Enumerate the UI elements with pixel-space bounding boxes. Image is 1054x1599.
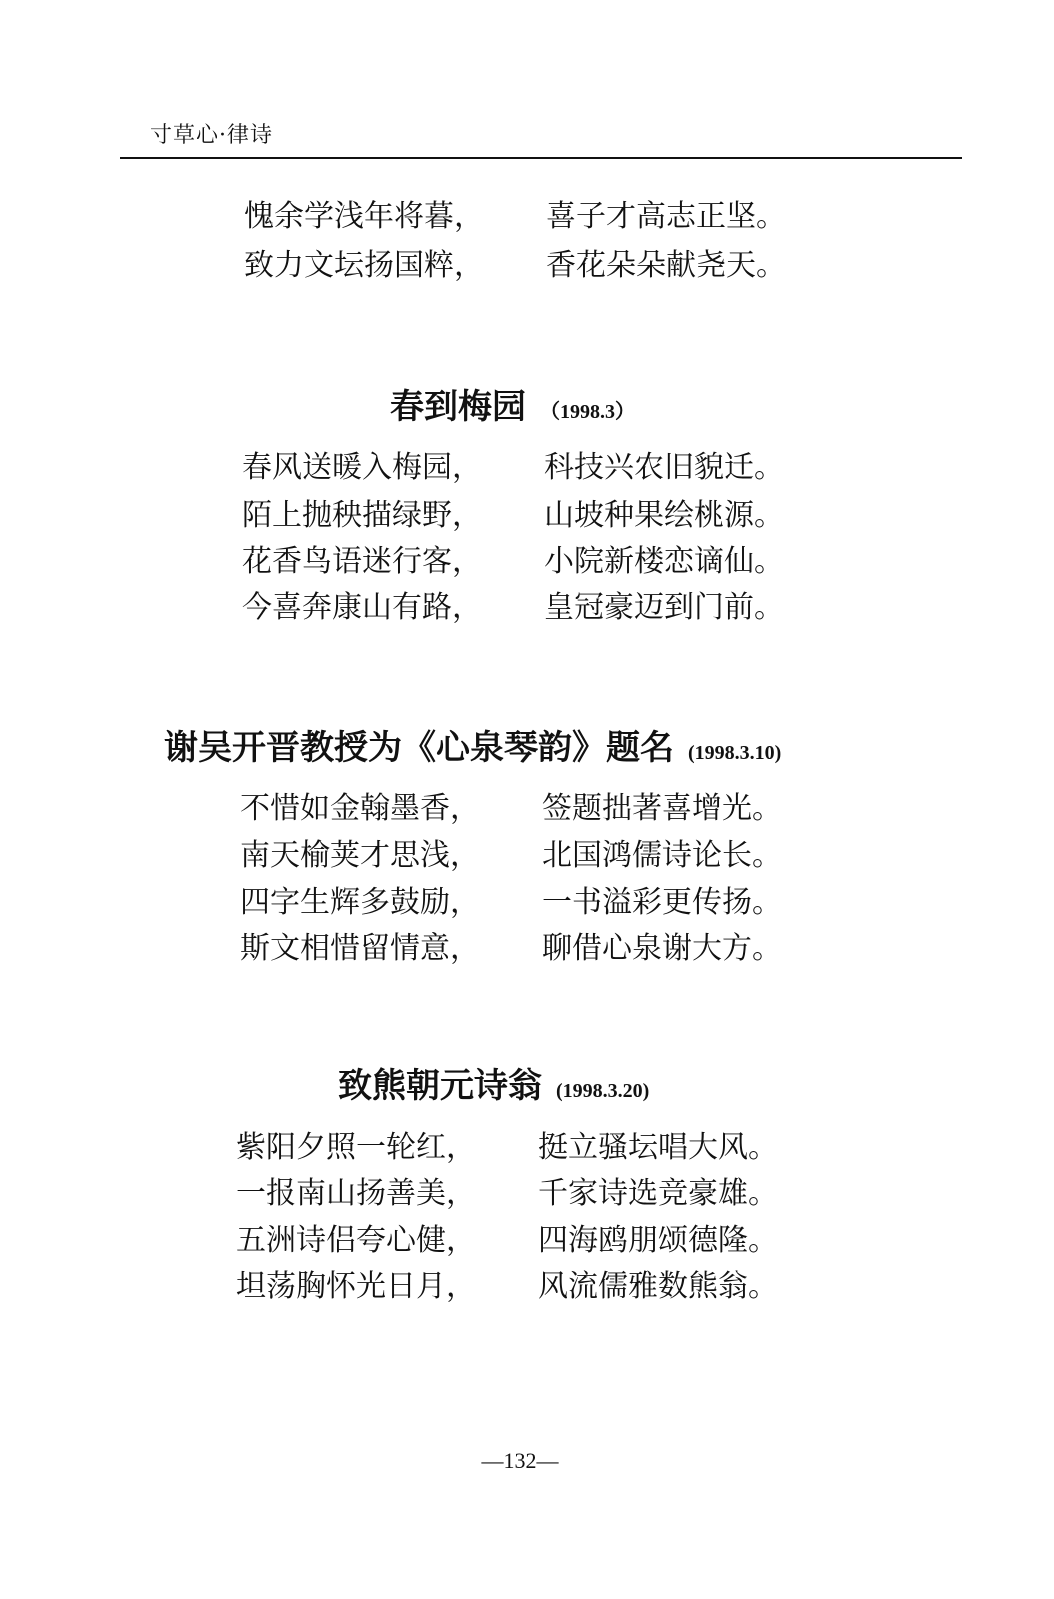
line-second-half: 一书溢彩更传扬。 <box>542 885 782 920</box>
line-second-half: 千家诗选竞豪雄。 <box>538 1176 778 1211</box>
line-second-half: 香花朵朵献尧天。 <box>546 248 786 283</box>
poem-title-text: 春到梅园 <box>390 387 526 427</box>
line-first-half: 陌上抛秧描绿野， <box>242 498 482 533</box>
line-first-half: 愧余学浅年将暮， <box>244 199 484 234</box>
line-second-half: 四海鸥朋颂德隆。 <box>538 1223 778 1258</box>
line-first-half: 紫阳夕照一轮红， <box>236 1130 476 1165</box>
line-first-half: 斯文相惜留情意， <box>240 931 480 966</box>
line-second-half: 挺立骚坛唱大风。 <box>538 1130 778 1165</box>
line-second-half: 北国鸿儒诗论长。 <box>542 838 782 873</box>
running-header: 寸草心·律诗 <box>150 123 273 148</box>
line-first-half: 花香鸟语迷行客， <box>242 544 482 579</box>
line-first-half: 四字生辉多鼓励， <box>240 885 480 920</box>
poem-title <box>164 724 781 777</box>
poem-title <box>390 383 635 436</box>
page-number: —132— <box>481 1448 559 1473</box>
line-first-half: 一报南山扬善美， <box>236 1176 476 1211</box>
line-first-half: 坦荡胸怀光日月， <box>236 1269 476 1304</box>
line-first-half: 不惜如金翰墨香， <box>240 791 480 826</box>
line-first-half: 五洲诗侣夸心健， <box>236 1223 476 1258</box>
line-first-half: 南天榆荚才思浅， <box>240 838 480 873</box>
header-rule <box>120 157 962 159</box>
line-second-half: 科技兴农旧貌迁。 <box>544 450 784 485</box>
poem-date: (1998.3.20) <box>556 1080 650 1102</box>
line-first-half: 春风送暖入梅园， <box>242 450 482 485</box>
line-second-half: 喜子才高志正坚。 <box>546 199 786 234</box>
poem-title-text: 谢吴开晋教授为《心泉琴韵》题名 <box>164 728 674 768</box>
poem-title <box>338 1062 649 1115</box>
line-second-half: 皇冠豪迈到门前。 <box>544 590 784 625</box>
line-second-half: 风流儒雅数熊翁。 <box>538 1269 778 1304</box>
poem-title-text: 致熊朝元诗翁 <box>338 1066 542 1106</box>
line-first-half: 今喜奔康山有路， <box>242 590 482 625</box>
line-second-half: 山坡种果绘桃源。 <box>544 498 784 533</box>
poem-date: (1998.3.10) <box>688 742 782 764</box>
line-first-half: 致力文坛扬国粹， <box>244 248 484 283</box>
line-second-half: 聊借心泉谢大方。 <box>542 931 782 966</box>
line-second-half: 小院新楼恋谪仙。 <box>544 544 784 579</box>
line-second-half: 签题拙著喜增光。 <box>542 791 782 826</box>
poem-date: （1998.3） <box>540 401 635 423</box>
